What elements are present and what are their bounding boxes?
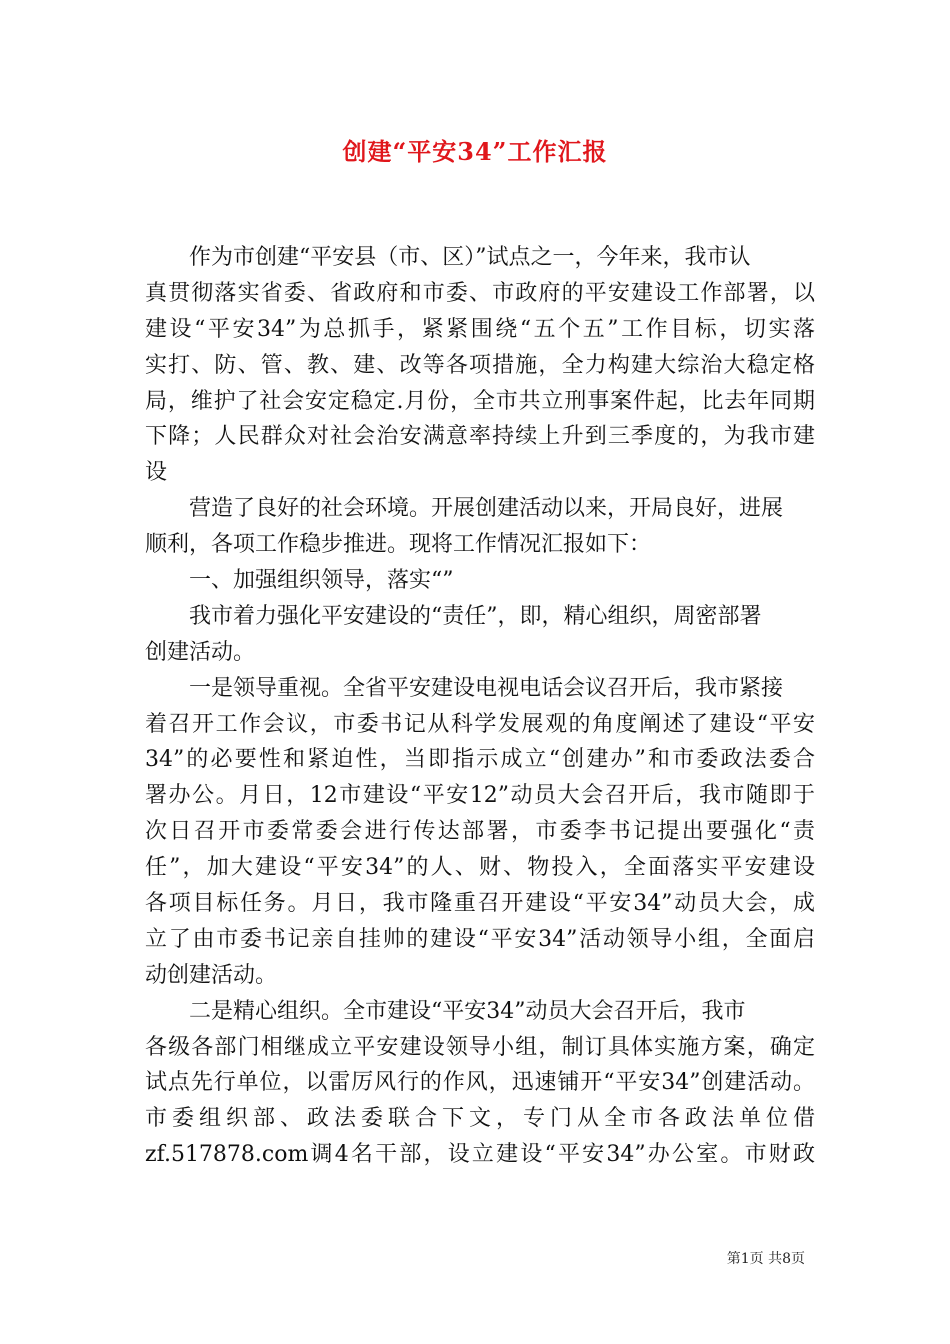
- paragraph-line: 设: [145, 460, 168, 486]
- paragraph-line: 市委组织部、政法委联合下文，专门从全市各政法单位借: [145, 1106, 815, 1132]
- paragraph-line: 局，维护了社会安定稳定.月份，全市共立刑事案件起，比去年同期: [145, 388, 815, 414]
- page-number-footer: 第1页 共8页: [726, 1251, 805, 1267]
- paragraph-line: 着召开工作会议，市委书记从科学发展观的角度阐述了建设“平安: [145, 711, 815, 737]
- paragraph-line: 任”，加大建设“平安34”的人、财、物投入，全面落实平安建设: [145, 855, 815, 881]
- paragraph-line: 各项目标任务。月日，我市隆重召开建设“平安34”动员大会，成: [145, 891, 815, 917]
- paragraph-line: zf.517878.com调4名干部，设立建设“平安34”办公室。市财政: [145, 1142, 815, 1168]
- paragraph-line: 立了由市委书记亲自挂帅的建设“平安34”活动领导小组，全面启: [145, 926, 815, 952]
- paragraph-line: 顺利，各项工作稳步推进。现将工作情况汇报如下：: [145, 532, 652, 558]
- paragraph-line: 建设“平安34”为总抓手，紧紧围绕“五个五”工作目标，切实落: [145, 316, 815, 342]
- paragraph-line: 二是精心组织。全市建设“平安34”动员大会召开后，我市: [189, 998, 746, 1024]
- paragraph-line: 动创建活动。: [145, 962, 278, 988]
- paragraph-line: 下降；人民群众对社会治安满意率持续上升到三季度的，为我市建: [145, 424, 815, 450]
- paragraph-line: 创建活动。: [145, 639, 256, 665]
- paragraph-line: 作为市创建“平安县（市、区）”试点之一，今年来，我市认: [189, 245, 751, 270]
- document-body: [145, 240, 815, 1173]
- section-heading: 一、加强组织领导，落实“”: [189, 568, 454, 594]
- paragraph-line: 真贯彻落实省委、省政府和市委、市政府的平安建设工作部署，以: [145, 280, 815, 306]
- paragraph-line: 各级各部门相继成立平安建设领导小组，制订具体实施方案，确定: [145, 1034, 815, 1060]
- paragraph-line: 次日召开市委常委会进行传达部署，市委李书记提出要强化“责: [145, 819, 815, 845]
- paragraph-line: 营造了良好的社会环境。开展创建活动以来，开局良好，进展: [189, 496, 784, 522]
- paragraph-line: 署办公。月日，12市建设“平安12”动员大会召开后，我市随即于: [145, 783, 815, 809]
- paragraph-line: 试点先行单位，以雷厉风行的作风，迅速铺开“平安34”创建活动。: [145, 1070, 815, 1096]
- paragraph-line: 34”的必要性和紧迫性，当即指示成立“创建办”和市委政法委合: [145, 747, 815, 773]
- paragraph-line: 我市着力强化平安建设的“责任”，即，精心组织，周密部署: [189, 603, 762, 629]
- paragraph-line: 实打、防、管、教、建、改等各项措施，全力构建大综治大稳定格: [145, 352, 815, 378]
- document-title: 创建“平安34”工作汇报: [342, 137, 608, 166]
- paragraph-line: 一是领导重视。全省平安建设电视电话会议召开后，我市紧接: [189, 675, 784, 701]
